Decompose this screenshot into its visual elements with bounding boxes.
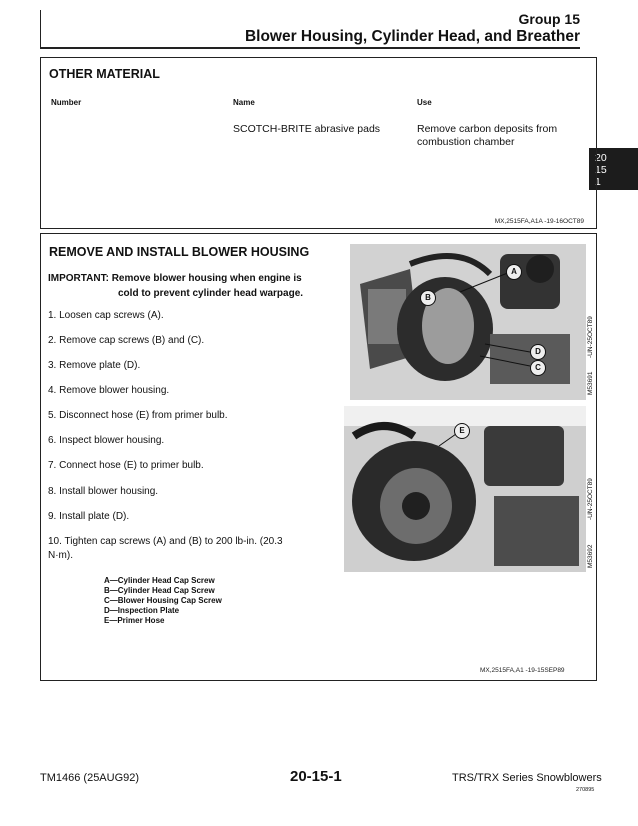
material-use-line1: Remove carbon deposits from <box>417 123 558 135</box>
legend-item: D—Inspection Plate <box>104 606 180 615</box>
header-left-rule <box>40 10 41 48</box>
page-title: Blower Housing, Cylinder Head, and Breather <box>244 28 580 45</box>
step-item-continued: N·m). <box>48 550 73 561</box>
step-item: 9. Install plate (D). <box>48 511 130 522</box>
footer-manual-id: TM1466 (25AUG92) <box>40 772 140 784</box>
callout-d: D <box>530 344 546 360</box>
column-header-use: Use <box>417 98 432 107</box>
document-code: MX,2515FA,A1 -19-15SEP89 <box>480 667 565 674</box>
material-use-line2: combustion chamber <box>417 136 515 148</box>
engine-photo-bottom <box>344 406 586 572</box>
step-item: 5. Disconnect hose (E) from primer bulb. <box>48 410 228 421</box>
photo-code: M53691 <box>587 371 594 395</box>
engine-photo-top <box>350 244 586 400</box>
section-tab-line: 1 <box>595 176 601 188</box>
footer-code: 270895 <box>576 787 595 793</box>
section-tab-line: 15 <box>595 164 607 176</box>
legend-item: B—Cylinder Head Cap Screw <box>104 586 215 595</box>
step-item: 10. Tighten cap screws (A) and (B) to 200 lb-in. (20.3 <box>48 536 283 547</box>
step-item: 4. Remove blower housing. <box>48 385 170 396</box>
header-rule <box>40 47 580 49</box>
column-header-number: Number <box>51 98 82 107</box>
step-item: 1. Loosen cap screws (A). <box>48 310 164 321</box>
callout-b: B <box>420 290 436 306</box>
important-note-line1: IMPORTANT: Remove blower housing when engine is <box>48 273 302 284</box>
legend-item: A—Cylinder Head Cap Screw <box>104 576 215 585</box>
step-item: 6. Inspect blower housing. <box>48 435 165 446</box>
photo-code: M53692 <box>587 544 594 568</box>
step-item: 2. Remove cap screws (B) and (C). <box>48 335 205 346</box>
callout-c: C <box>530 360 546 376</box>
other-material-heading: OTHER MATERIAL <box>49 67 160 81</box>
legend-item: C—Blower Housing Cap Screw <box>104 596 222 605</box>
section-heading: REMOVE AND INSTALL BLOWER HOUSING <box>49 245 310 259</box>
page-number: 20-15-1 <box>290 768 342 785</box>
legend-item: E—Primer Hose <box>104 616 165 625</box>
section-tab-line: 20 <box>595 152 607 164</box>
step-item: 7. Connect hose (E) to primer bulb. <box>48 460 204 471</box>
photo-date: -UN-25OCT89 <box>587 316 594 358</box>
callout-e: E <box>454 423 470 439</box>
group-label: Group 15 <box>518 11 580 27</box>
engine-illustration <box>350 244 586 400</box>
column-header-name: Name <box>233 98 255 107</box>
important-note-line2: cold to prevent cylinder head warpage. <box>118 288 304 299</box>
step-item: 3. Remove plate (D). <box>48 360 141 371</box>
other-material-box <box>40 57 597 229</box>
photo-date: -UN-25OCT89 <box>587 478 594 520</box>
document-code: MX,2515FA,A1A -19-16OCT89 <box>494 218 584 225</box>
material-name: SCOTCH-BRITE abrasive pads <box>233 123 381 135</box>
step-item: 8. Install blower housing. <box>48 486 159 497</box>
footer-product: TRS/TRX Series Snowblowers <box>452 772 602 784</box>
callout-a: A <box>506 264 522 280</box>
